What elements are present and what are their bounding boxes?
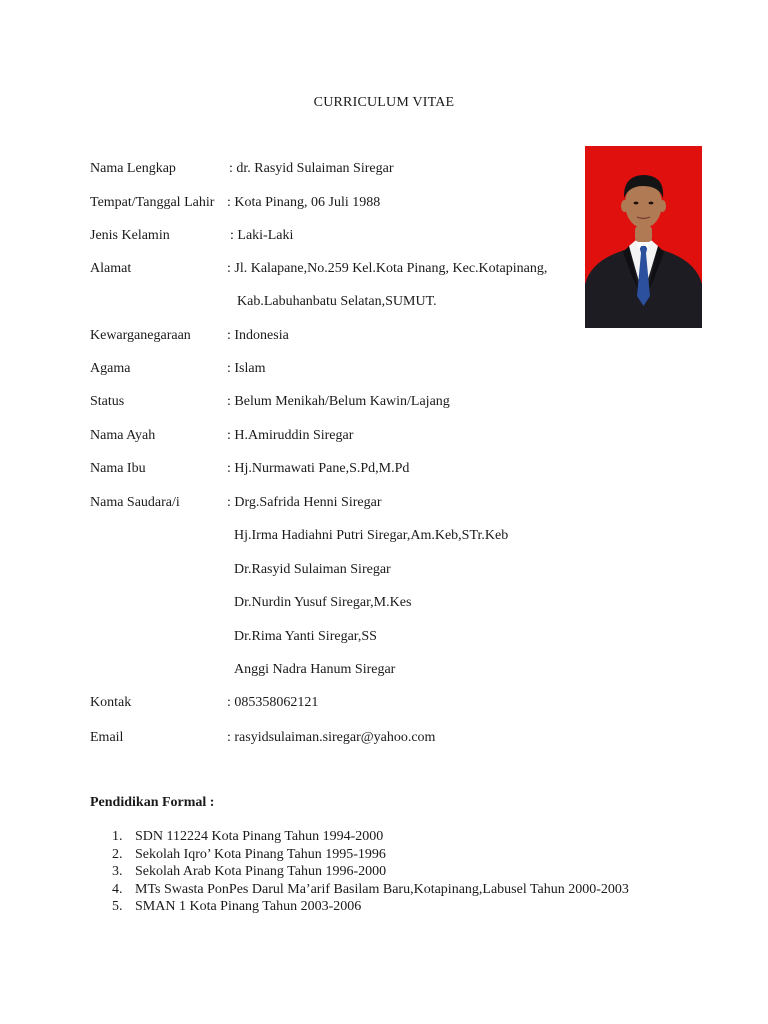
sibling-name: Dr.Rasyid Sulaiman Siregar bbox=[234, 562, 391, 577]
label-nama-lengkap: Nama Lengkap bbox=[90, 161, 176, 176]
education-item-number: 5. bbox=[112, 899, 123, 914]
education-heading: Pendidikan Formal : bbox=[90, 795, 215, 810]
education-item-number: 4. bbox=[112, 881, 123, 897]
value-nama-lengkap: : dr. Rasyid Sulaiman Siregar bbox=[229, 161, 394, 176]
profile-photo bbox=[585, 146, 702, 328]
education-item-text: SMAN 1 Kota Pinang Tahun 2003-2006 bbox=[135, 899, 362, 914]
label-email: Email bbox=[90, 730, 124, 745]
value-alamat: : Jl. Kalapane,No.259 Kel.Kota Pinang, Kec.Kotapinang, bbox=[227, 261, 548, 276]
label-alamat: Alamat bbox=[90, 261, 132, 276]
value-kewarganegaraan: : Indonesia bbox=[227, 328, 289, 343]
label-agama: Agama bbox=[90, 361, 131, 376]
label-kewarganegaraan: Kewarganegaraan bbox=[90, 328, 191, 343]
sibling-name: Anggi Nadra Hanum Siregar bbox=[234, 662, 396, 677]
value-alamat-continuation: Kab.Labuhanbatu Selatan,SUMUT. bbox=[237, 294, 437, 309]
profile-photo-illustration bbox=[585, 146, 702, 328]
value-email: : rasyidsulaiman.siregar@yahoo.com bbox=[227, 730, 436, 745]
label-nama-ayah: Nama Ayah bbox=[90, 428, 156, 443]
education-item-number: 3. bbox=[112, 864, 123, 879]
value-tempat-tanggal-lahir: : Kota Pinang, 06 Juli 1988 bbox=[227, 195, 381, 210]
value-jenis-kelamin: : Laki-Laki bbox=[230, 228, 294, 243]
education-item-text: MTs Swasta PonPes Darul Ma’arif Basilam Baru,Kotapinang,Labusel Tahun 2000-2003 bbox=[135, 881, 629, 897]
education-item-text: Sekolah Arab Kota Pinang Tahun 1996-2000 bbox=[135, 864, 387, 879]
education-item-text: SDN 112224 Kota Pinang Tahun 1994-2000 bbox=[135, 829, 384, 844]
education-item-text: Sekolah Iqro’ Kota Pinang Tahun 1995-1996 bbox=[135, 846, 386, 862]
education-item-number: 2. bbox=[112, 846, 123, 862]
education-item-number: 1. bbox=[112, 829, 123, 844]
value-status: : Belum Menikah/Belum Kawin/Lajang bbox=[227, 394, 450, 409]
sibling-name: Dr.Nurdin Yusuf Siregar,M.Kes bbox=[234, 595, 412, 610]
label-nama-ibu: Nama Ibu bbox=[90, 461, 146, 476]
sibling-name: Dr.Rima Yanti Siregar,SS bbox=[234, 629, 377, 644]
label-nama-saudara: Nama Saudara/i bbox=[90, 495, 180, 510]
label-kontak: Kontak bbox=[90, 695, 132, 710]
value-kontak: : 085358062121 bbox=[227, 695, 319, 710]
label-jenis-kelamin: Jenis Kelamin bbox=[90, 228, 170, 243]
value-agama: : Islam bbox=[227, 361, 266, 376]
value-nama-ayah: : H.Amiruddin Siregar bbox=[227, 428, 354, 443]
document-title: CURRICULUM VITAE bbox=[313, 95, 455, 110]
label-status: Status bbox=[90, 394, 125, 409]
sibling-name: Hj.Irma Hadiahni Putri Siregar,Am.Keb,STr.Keb bbox=[234, 528, 509, 543]
label-tempat-tanggal-lahir: Tempat/Tanggal Lahir bbox=[90, 195, 215, 210]
value-nama-ibu: : Hj.Nurmawati Pane,S.Pd,M.Pd bbox=[227, 461, 410, 476]
value-nama-saudara: : Drg.Safrida Henni Siregar bbox=[227, 495, 382, 510]
